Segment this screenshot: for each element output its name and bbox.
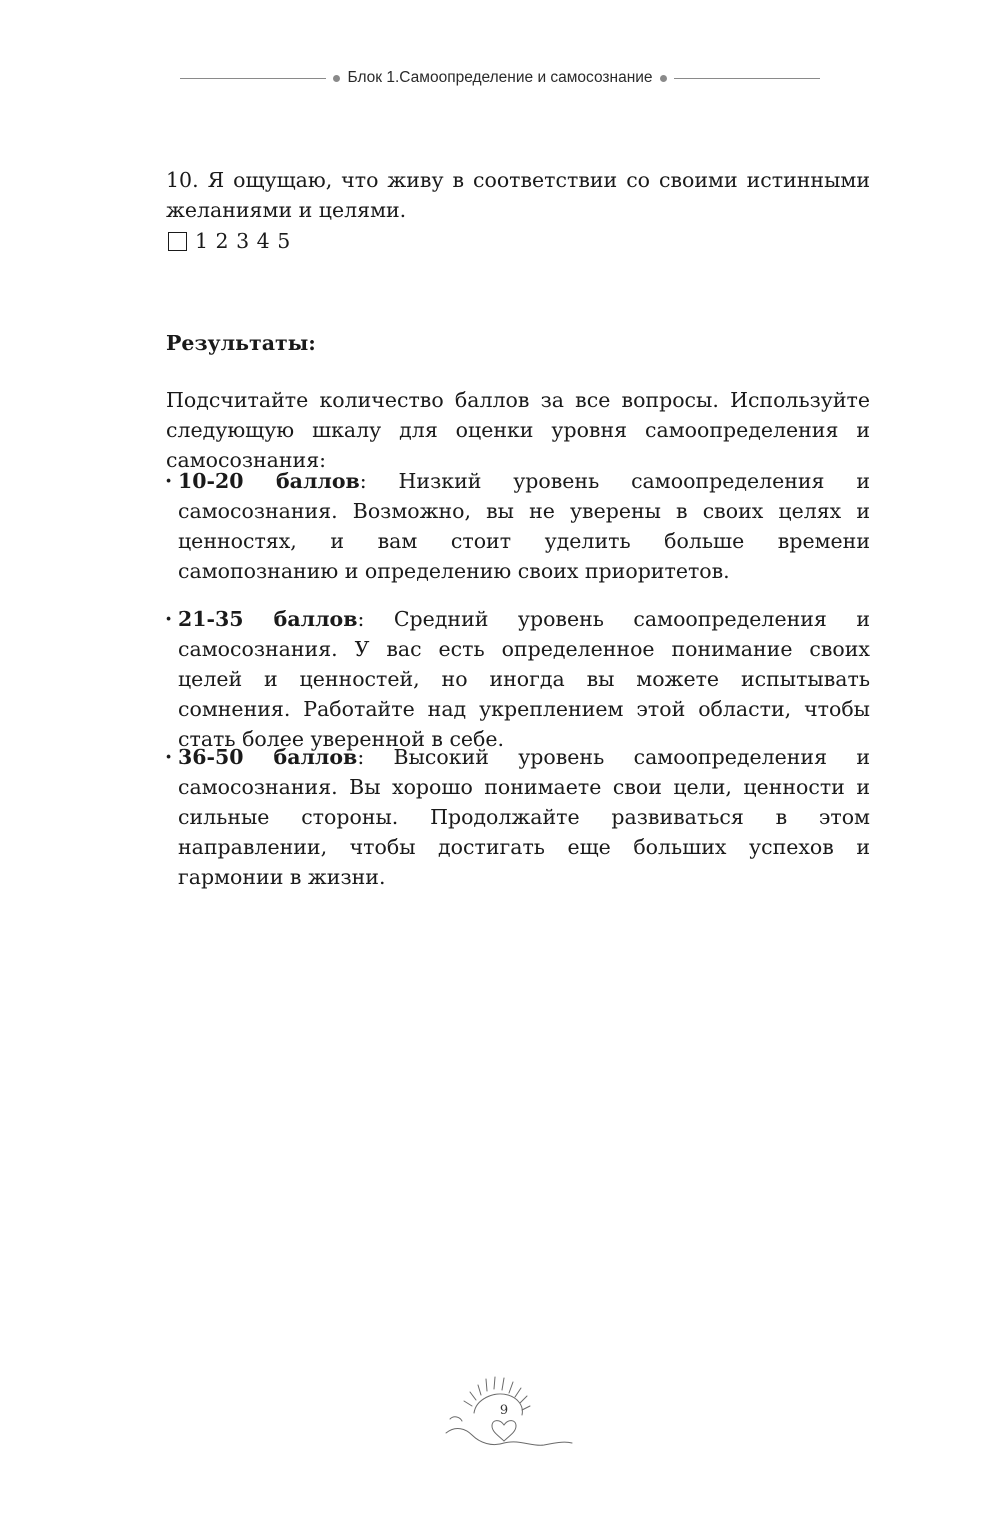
running-header	[180, 62, 820, 94]
result-item-medium	[166, 604, 870, 754]
result-range: 21-35 баллов	[178, 607, 358, 631]
results-intro: Подсчитайте количество баллов за все вопросы. Используйте следующую шкалу для оценки уровня самоопределения и самосознания:	[166, 388, 870, 472]
result-item-low	[166, 466, 870, 586]
header-title: Блок 1.Самоопределение и самосознание	[347, 69, 653, 86]
page-number: 9	[499, 1403, 509, 1418]
scale-numbers: 1 2 3 4 5	[195, 229, 291, 253]
result-description: : Средний уровень самоопределения и самосознания. У вас есть определенное понимание своих целей и ценностей, но иногда вы можете испытывать сомнения. Работайте над укреплением этой области, чтобы стать более уверенной в себе.	[178, 607, 870, 751]
result-range: 10-20 баллов	[178, 469, 360, 493]
results-heading: Результаты:	[166, 331, 316, 355]
question-text: 10. Я ощущаю, что живу в соответствии со своими истинными желаниями и целями.	[166, 168, 870, 222]
header-dot-right	[660, 75, 667, 82]
result-range: 36-50 баллов	[178, 745, 358, 769]
result-description: : Низкий уровень самоопределения и самосознания. Возможно, вы не уверены в своих целях и ценностях, и вам стоит уделить больше времени самопознанию и определению своих приоритетов.	[178, 469, 870, 583]
header-dot-left	[333, 75, 340, 82]
header-rule-right	[674, 78, 820, 79]
header-rule-left	[180, 78, 326, 79]
question-10	[166, 165, 870, 256]
result-description: : Высокий уровень самоопределения и самосознания. Вы хорошо понимаете свои цели, ценности и сильные стороны. Продолжайте развиваться в этом направлении, чтобы достигать еще больших успехов и гармонии в жизни.	[178, 745, 871, 889]
footer-ornament	[436, 1355, 576, 1465]
answer-scale	[166, 226, 870, 256]
answer-checkbox[interactable]	[168, 232, 187, 251]
result-item-high	[166, 742, 870, 892]
